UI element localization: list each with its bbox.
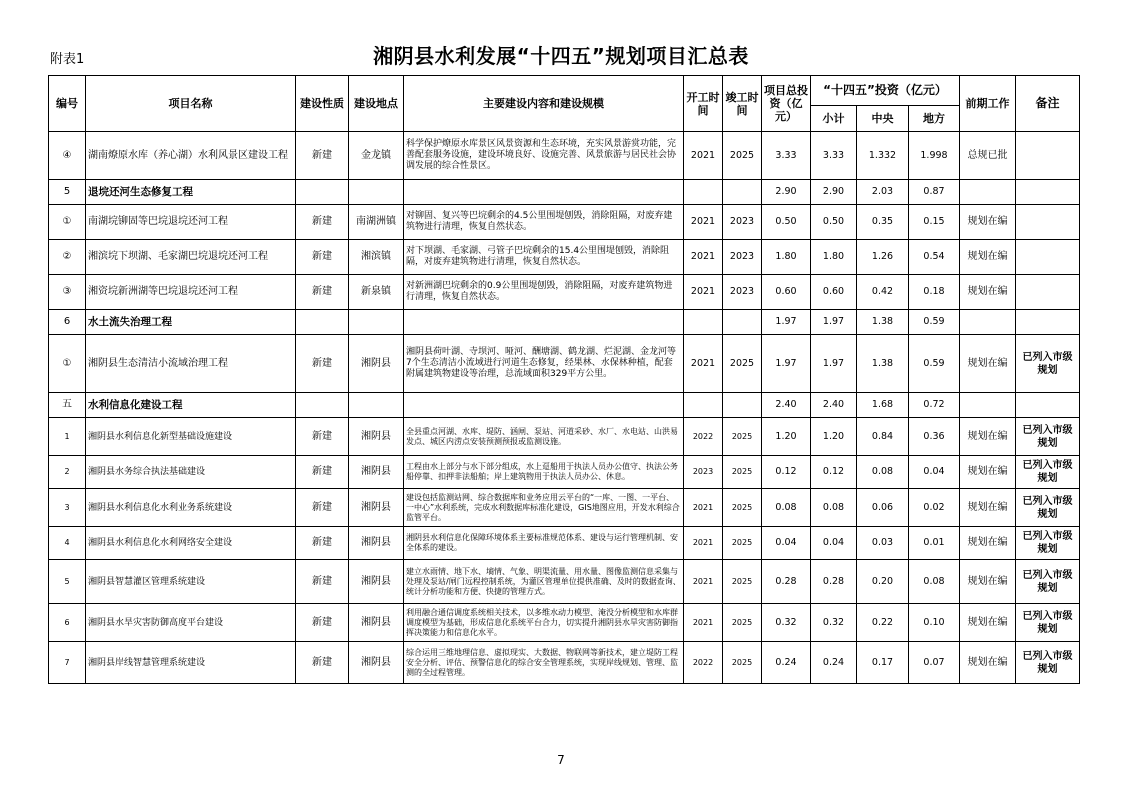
cell-no: 3 (49, 489, 86, 527)
cell-location: 湘阴县 (349, 642, 404, 684)
cell-prep (960, 180, 1016, 205)
cell-content: 工程由水上部分与水下部分组成，水上趸船用于执法人员办公值守、执法公务船停靠、扣押非法船舶；岸上建筑物用于执法人员办公、休息。 (404, 456, 684, 489)
cell-content: 综合运用三维地理信息、虚拟现实、大数据、物联网等新技术，建立堤防工程安全分析、评估、预警信息化的综合安全管理系统，实现岸线规划、管理、监测的全过程管理。 (404, 642, 684, 684)
header-local: 地方 (909, 106, 960, 132)
cell-central: 1.26 (857, 240, 909, 275)
cell-name: 水土流失治理工程 (86, 310, 296, 335)
cell-no: ② (49, 240, 86, 275)
page-number: 7 (557, 753, 565, 767)
cell-name: 退垸还河生态修复工程 (86, 180, 296, 205)
cell-central: 0.84 (857, 418, 909, 456)
cell-subtotal: 0.28 (811, 560, 857, 604)
cell-subtotal: 1.97 (811, 335, 857, 393)
cell-name: 湘阴县水务综合执法基础建设 (86, 456, 296, 489)
cell-content: 利用融合通信调度系统相关技术，以多维水动力模型、淹没分析模型和水库群调度模型为基础，形成信息化系统平台合力，切实提升湘阴县水旱灾害防御指挥决策能力和信息化水平。 (404, 604, 684, 642)
cell-name: 湘阴县生态清洁小流域治理工程 (86, 335, 296, 393)
cell-nature: 新建 (296, 456, 349, 489)
cell-subtotal: 0.04 (811, 527, 857, 560)
cell-start: 2022 (684, 642, 723, 684)
cell-total: 1.80 (762, 240, 811, 275)
cell-location: 湘滨镇 (349, 240, 404, 275)
cell-prep: 规划在编 (960, 642, 1016, 684)
cell-local: 0.59 (909, 335, 960, 393)
cell-central: 0.42 (857, 275, 909, 310)
cell-total: 0.32 (762, 604, 811, 642)
cell-prep: 规划在编 (960, 489, 1016, 527)
table-row (49, 205, 1080, 240)
cell-prep: 规划在编 (960, 418, 1016, 456)
cell-end: 2025 (723, 335, 762, 393)
table-row (49, 604, 1080, 642)
cell-content (404, 310, 684, 335)
cell-end: 2025 (723, 418, 762, 456)
cell-no: 6 (49, 604, 86, 642)
cell-prep: 规划在编 (960, 335, 1016, 393)
cell-total: 1.97 (762, 310, 811, 335)
cell-start: 2021 (684, 560, 723, 604)
cell-content: 对下坝湖、毛家湖、弓管子巴垸剩余的15.4公里围堤刨毁，消除阻隔，对废弃建筑物进行清理，恢复自然状态。 (404, 240, 684, 275)
cell-nature: 新建 (296, 489, 349, 527)
cell-subtotal: 2.40 (811, 393, 857, 418)
cell-subtotal: 0.12 (811, 456, 857, 489)
cell-prep (960, 310, 1016, 335)
cell-start (684, 310, 723, 335)
cell-nature (296, 180, 349, 205)
cell-location: 湘阴县 (349, 489, 404, 527)
cell-end: 2025 (723, 456, 762, 489)
cell-remark (1016, 393, 1080, 418)
cell-end: 2023 (723, 275, 762, 310)
cell-local: 0.01 (909, 527, 960, 560)
cell-start: 2022 (684, 418, 723, 456)
cell-central: 0.03 (857, 527, 909, 560)
cell-central: 0.20 (857, 560, 909, 604)
cell-local: 0.36 (909, 418, 960, 456)
cell-subtotal: 2.90 (811, 180, 857, 205)
cell-total: 0.04 (762, 527, 811, 560)
cell-remark: 已列入市级规划 (1016, 489, 1080, 527)
section-row (49, 180, 1080, 205)
cell-remark: 已列入市级规划 (1016, 527, 1080, 560)
cell-local: 0.15 (909, 205, 960, 240)
section-row (49, 393, 1080, 418)
header-no: 编号 (49, 76, 86, 132)
cell-no: 1 (49, 418, 86, 456)
table-row (49, 527, 1080, 560)
cell-start: 2021 (684, 489, 723, 527)
cell-name: 湘阴县水利信息化水利网络安全建设 (86, 527, 296, 560)
cell-start (684, 180, 723, 205)
cell-start: 2021 (684, 275, 723, 310)
cell-end: 2025 (723, 604, 762, 642)
cell-end (723, 393, 762, 418)
cell-name: 湘阴县水利信息化水利业务系统建设 (86, 489, 296, 527)
cell-remark (1016, 180, 1080, 205)
table-row (49, 560, 1080, 604)
cell-remark: 已列入市级规划 (1016, 642, 1080, 684)
cell-central: 0.06 (857, 489, 909, 527)
cell-end: 2025 (723, 527, 762, 560)
cell-total: 1.20 (762, 418, 811, 456)
cell-local: 0.08 (909, 560, 960, 604)
cell-prep: 规划在编 (960, 205, 1016, 240)
header-end: 竣工时间 (723, 76, 762, 132)
cell-total: 0.12 (762, 456, 811, 489)
cell-total: 0.08 (762, 489, 811, 527)
cell-no: 7 (49, 642, 86, 684)
cell-name: 湘阴县智慧灌区管理系统建设 (86, 560, 296, 604)
cell-location: 南湖洲镇 (349, 205, 404, 240)
cell-content: 建立水雨情、地下水、墒情、气象、明渠流量、用水量、图像监测信息采集与处理及泵站/闸门远程控制系统，为灌区管理单位提供准确、及时的数据查询、统计分析功能和方便、快捷的管理方式。 (404, 560, 684, 604)
cell-remark (1016, 132, 1080, 180)
cell-location: 湘阴县 (349, 456, 404, 489)
cell-total: 2.90 (762, 180, 811, 205)
cell-prep: 规划在编 (960, 456, 1016, 489)
cell-location: 湘阴县 (349, 604, 404, 642)
cell-local: 0.07 (909, 642, 960, 684)
table-row (49, 132, 1080, 180)
appendix-label: 附表1 (50, 52, 85, 67)
cell-content: 湘阴县水利信息化保障环境体系主要标准规范体系、建设与运行管理机制、安全体系的建设。 (404, 527, 684, 560)
cell-total: 0.50 (762, 205, 811, 240)
cell-local: 1.998 (909, 132, 960, 180)
cell-no: 5 (49, 180, 86, 205)
table-row (49, 240, 1080, 275)
cell-remark (1016, 275, 1080, 310)
cell-local: 0.04 (909, 456, 960, 489)
cell-end: 2025 (723, 132, 762, 180)
cell-prep: 规划在编 (960, 527, 1016, 560)
cell-location (349, 310, 404, 335)
page-title: 湘阴县水利发展“十四五”规划项目汇总表 (373, 44, 749, 68)
header-nature: 建设性质 (296, 76, 349, 132)
cell-no: ④ (49, 132, 86, 180)
cell-location (349, 180, 404, 205)
cell-no: ③ (49, 275, 86, 310)
cell-total: 3.33 (762, 132, 811, 180)
cell-name: 湘阴县水旱灾害防御高度平台建设 (86, 604, 296, 642)
header-total: 项目总投资（亿元） (762, 76, 811, 132)
cell-location: 湘阴县 (349, 527, 404, 560)
cell-name: 南湖垸铆固等巴垸退垸还河工程 (86, 205, 296, 240)
cell-local: 0.10 (909, 604, 960, 642)
cell-location: 湘阴县 (349, 418, 404, 456)
table-row (49, 456, 1080, 489)
cell-name: 湘阴县岸线智慧管理系统建设 (86, 642, 296, 684)
cell-local: 0.87 (909, 180, 960, 205)
cell-local: 0.54 (909, 240, 960, 275)
cell-central: 1.332 (857, 132, 909, 180)
cell-nature: 新建 (296, 205, 349, 240)
cell-content (404, 393, 684, 418)
cell-subtotal: 0.50 (811, 205, 857, 240)
cell-remark (1016, 310, 1080, 335)
table-row (49, 418, 1080, 456)
cell-no: 5 (49, 560, 86, 604)
cell-start: 2023 (684, 456, 723, 489)
cell-nature (296, 310, 349, 335)
header-content: 主要建设内容和建设规模 (404, 76, 684, 132)
cell-end: 2025 (723, 560, 762, 604)
cell-end: 2025 (723, 489, 762, 527)
cell-remark: 已列入市级规划 (1016, 560, 1080, 604)
cell-nature: 新建 (296, 527, 349, 560)
cell-total: 0.60 (762, 275, 811, 310)
cell-central: 0.35 (857, 205, 909, 240)
header-start: 开工时间 (684, 76, 723, 132)
cell-start: 2021 (684, 240, 723, 275)
header-subtotal: 小计 (811, 106, 857, 132)
cell-remark: 已列入市级规划 (1016, 604, 1080, 642)
cell-no: 4 (49, 527, 86, 560)
cell-remark: 已列入市级规划 (1016, 456, 1080, 489)
cell-location: 湘阴县 (349, 335, 404, 393)
header-name: 项目名称 (86, 76, 296, 132)
cell-content: 建设包括监测站网、综合数据库和业务应用云平台的“一库、一图、一平台、一中心”水利系统，完成水利数据库标准化建设，GIS地图应用，开发水利综合监管平台。 (404, 489, 684, 527)
cell-location: 金龙镇 (349, 132, 404, 180)
cell-end: 2023 (723, 205, 762, 240)
cell-nature: 新建 (296, 604, 349, 642)
cell-local: 0.59 (909, 310, 960, 335)
cell-start: 2021 (684, 132, 723, 180)
cell-central: 1.38 (857, 310, 909, 335)
cell-name: 水利信息化建设工程 (86, 393, 296, 418)
cell-no: ① (49, 205, 86, 240)
cell-end (723, 180, 762, 205)
cell-central: 0.08 (857, 456, 909, 489)
header-location: 建设地点 (349, 76, 404, 132)
cell-local: 0.18 (909, 275, 960, 310)
cell-nature: 新建 (296, 642, 349, 684)
section-row (49, 310, 1080, 335)
cell-subtotal: 0.08 (811, 489, 857, 527)
cell-remark: 已列入市级规划 (1016, 335, 1080, 393)
cell-total: 2.40 (762, 393, 811, 418)
cell-remark (1016, 240, 1080, 275)
cell-local: 0.72 (909, 393, 960, 418)
cell-central: 0.22 (857, 604, 909, 642)
cell-name: 湘资垸新洲湖等巴垸退垸还河工程 (86, 275, 296, 310)
cell-subtotal: 0.32 (811, 604, 857, 642)
cell-nature: 新建 (296, 335, 349, 393)
cell-content: 科学保护燎原水库景区风景资源和生态环境，充实风景游赏功能，完善配套服务设施，建设环境良好、设施完善、风景旅游与居民社会协调发展的综合性景区。 (404, 132, 684, 180)
cell-remark (1016, 205, 1080, 240)
cell-nature: 新建 (296, 275, 349, 310)
cell-location: 新泉镇 (349, 275, 404, 310)
cell-no: 2 (49, 456, 86, 489)
cell-total: 0.24 (762, 642, 811, 684)
cell-nature: 新建 (296, 240, 349, 275)
cell-subtotal: 1.97 (811, 310, 857, 335)
cell-start: 2021 (684, 205, 723, 240)
cell-central: 1.38 (857, 335, 909, 393)
header-plan: “十四五”投资（亿元） (811, 76, 960, 106)
cell-end: 2025 (723, 642, 762, 684)
cell-location (349, 393, 404, 418)
cell-subtotal: 1.80 (811, 240, 857, 275)
table-row (49, 275, 1080, 310)
cell-start (684, 393, 723, 418)
cell-no: 五 (49, 393, 86, 418)
cell-subtotal: 0.60 (811, 275, 857, 310)
cell-location: 湘阴县 (349, 560, 404, 604)
cell-nature: 新建 (296, 560, 349, 604)
table-row (49, 642, 1080, 684)
cell-prep: 规划在编 (960, 604, 1016, 642)
cell-name: 湖南燎原水库（养心湖）水利风景区建设工程 (86, 132, 296, 180)
cell-start: 2021 (684, 527, 723, 560)
cell-prep: 规划在编 (960, 275, 1016, 310)
cell-name: 湘滨垸下坝湖、毛家湖巴垸退垸还河工程 (86, 240, 296, 275)
cell-prep: 规划在编 (960, 560, 1016, 604)
cell-total: 1.97 (762, 335, 811, 393)
cell-content: 湘阴县荷叶湖、寺坝河、哑河、酬塘湖、鹤龙湖、烂泥湖、金龙河等7个生态清洁小流域进行河道生态修复，经果林、水保林种植，配套附属建筑物建设等治理，总流域面积329平方公里。 (404, 335, 684, 393)
header-remark: 备注 (1016, 76, 1080, 132)
cell-central: 1.68 (857, 393, 909, 418)
cell-start: 2021 (684, 335, 723, 393)
cell-content: 全县重点河湖、水库、堤防、涵闸、泵站、河道采砂、水厂、水电站、山洪易发点、城区内涝点安装预测预报或监测设施。 (404, 418, 684, 456)
header-prep: 前期工作 (960, 76, 1016, 132)
cell-no: 6 (49, 310, 86, 335)
cell-end (723, 310, 762, 335)
cell-local: 0.02 (909, 489, 960, 527)
project-summary-table (48, 75, 1080, 684)
cell-prep (960, 393, 1016, 418)
cell-central: 0.17 (857, 642, 909, 684)
cell-content: 对铆固、复兴等巴垸剩余的4.5公里围堤刨毁，消除阻隔，对废弃建筑物进行清理，恢复自然状态。 (404, 205, 684, 240)
cell-start: 2021 (684, 604, 723, 642)
cell-subtotal: 0.24 (811, 642, 857, 684)
cell-nature (296, 393, 349, 418)
cell-subtotal: 1.20 (811, 418, 857, 456)
cell-subtotal: 3.33 (811, 132, 857, 180)
table-row (49, 489, 1080, 527)
cell-end: 2023 (723, 240, 762, 275)
cell-nature: 新建 (296, 132, 349, 180)
cell-no: ① (49, 335, 86, 393)
cell-content (404, 180, 684, 205)
cell-central: 2.03 (857, 180, 909, 205)
header-central: 中央 (857, 106, 909, 132)
cell-remark: 已列入市级规划 (1016, 418, 1080, 456)
cell-prep: 规划在编 (960, 240, 1016, 275)
cell-total: 0.28 (762, 560, 811, 604)
cell-name: 湘阴县水利信息化新型基础设施建设 (86, 418, 296, 456)
cell-nature: 新建 (296, 418, 349, 456)
cell-content: 对新洲湖巴垸剩余的0.9公里围堤刨毁，消除阻隔，对废弃建筑物进行清理，恢复自然状态。 (404, 275, 684, 310)
table-row (49, 335, 1080, 393)
cell-prep: 总规已批 (960, 132, 1016, 180)
